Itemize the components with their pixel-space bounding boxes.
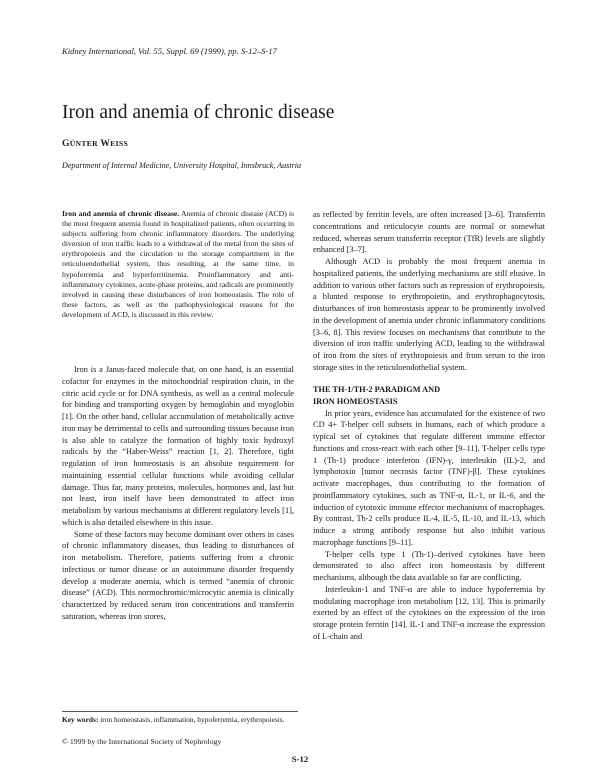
author-name: GÜNTER WEISS [62, 138, 128, 149]
abstract [62, 209, 294, 320]
author-affiliation: Department of Internal Medicine, University Hospital, Innsbruck, Austria [62, 161, 302, 170]
left-column [62, 209, 294, 725]
page-number: S-12 [291, 754, 309, 764]
abstract-text: Anemia of chronic disease (ACD) is the most frequent anemia found in hospitalized patients, often occurring in subjects suffering from chronic inflammatory disorders. The underlying diversion of iron traffic leads to a withdrawal of the metal from the sites of erythropoiesis and the circulation to the storage compartment in the reticuloendothelial system, thus resulting, at the same time, in hypoferremia and hyperferritinemia. Proinflammatory and anti-inflammatory cytokines, acute-phase proteins, and radicals are prominently involved in causing these disturbances of iron homeostasis. The role of these factors, as well as the pathophysiological reasons for the development of ACD, is discussed in this review. [62, 209, 294, 319]
body-paragraph: Iron is a Janus-faced molecule that, on one hand, is an essential cofactor for enzymes in the mitochondrial respiration chain, in the citric acid cycle or for DNA synthesis, as well as a central molecule for binding and transporting oxygen by hemoglobin and myoglobin [1]. On the other hand, cellular accumulation of metabolically active iron may be detrimental to cells and surrounding tissues because iron is also able to catalyze the formation of highly toxic hydroxyl radicals by the “Haber-Weiss” reaction [1, 2]. Therefore, tight regulation of iron homeostasis is an absolute requirement for maintaining essential cellular functions while avoiding cellular damage. Thus far, many proteins, molecules, hormones and, last but not least, iron itself have been demonstrated to affect iron metabolism by various mechanisms at different regulatory levels [1], which is also detailed elsewhere in this issue. [62, 365, 294, 527]
body-paragraph: Although ACD is probably the most frequent anemia in hospitalized patients, the underlying mechanisms are still elusive. In addition to various other factors such as repression of erythropoiesis, a blunted response to erythropoietin, and erythrophagocytosis, disturbances of iron homeostasis appear to be prominently involved in the development of anemia under chronic inflammatory conditions [3–6, 8]. This review focuses on mechanisms that contribute to the diversion of iron traffic underlying ACD, leading to the withdrawal of iron from the sites of erythropoiesis and from serum to the iron storage sites in the reticuloendothelial system. [313, 257, 545, 372]
right-column [313, 209, 545, 742]
section-heading: THE TH-1/TH-2 PARADIGM AND IRON HOMEOSTASIS [313, 384, 441, 406]
body-paragraph: as reflected by ferritin levels, are often increased [3–6]. Transferrin concentrations and reticulocyte counts are normal or somewhat reduced, whereas serum transferrin receptor (TfR) levels are slightly enhanced [3–7]. [313, 210, 545, 255]
abstract-lead: Iron and anemia of chronic disease. [62, 209, 180, 218]
spacer [62, 320, 294, 364]
keywords: Key words: iron homeostasis, inflammation, hypoferremia, erythropoiesis. [62, 711, 298, 725]
spacer [313, 374, 545, 384]
body-paragraph: T-helper cells type 1 (Th-1)–derived cytokines have been demonstrated to also affect iron homeostasis by different mechanisms, although the data available so far are conflicting. [313, 549, 545, 582]
body-paragraph: Interleukin-1 and TNF-α are able to induce hypoferremia by modulating macrophage iron metabolism [12, 13]. This is primarily exerted by an effect of the cytokines on the expression of the iron storage protein ferritin [14]. IL-1 and TNF-α increase the expression of L-chain and [313, 584, 545, 641]
article-title: Iron and anemia of chronic disease [62, 102, 335, 123]
journal-citation: Kidney International, Vol. 55, Suppl. 69 (1999), pp. S-12–S-17 [62, 46, 277, 56]
copyright-notice: © 1999 by the International Society of Nephrology [62, 737, 222, 746]
body-paragraph: Some of these factors may become dominant over others in cases of chronic inflammatory diseases, thus leading to disturbances of iron metabolism. Therefore, patients suffering from a chronic infectious or tumor disease or an autoimmune disorder frequently develop a moderate anemia, which is termed “anemia of chronic disease” (ACD). This normochromic/microcytic anemia is clinically characterized by reduced serum iron concentrations and transferrin saturation, whereas iron stores, [62, 529, 294, 621]
body-paragraph: In prior years, evidence has accumulated for the existence of two CD 4+ T-helper cell subsets in humans, each of which produce a typical set of cytokines that regulate different immune effector functions and cross-react with each other [9–11]. T-helper cells type 1 (Th-1) produce interferon (IFN)-γ, interleukin (IL)-2, and lymphotoxin [tumor necrosis factor (TNF)-β]. These cytokines activate macrophages, thus contributing to the formation of proinflammatory cytokines, such as TNF-α, IL-1, or IL-6, and the induction of cytotoxic immune effector mechanisms of macrophages. By contrast, Th-2 cells produce IL-4, IL-5, IL-10, and IL-13, which induce a strong antibody response but also inhibit various macrophage functions [9–11]. [313, 408, 545, 547]
